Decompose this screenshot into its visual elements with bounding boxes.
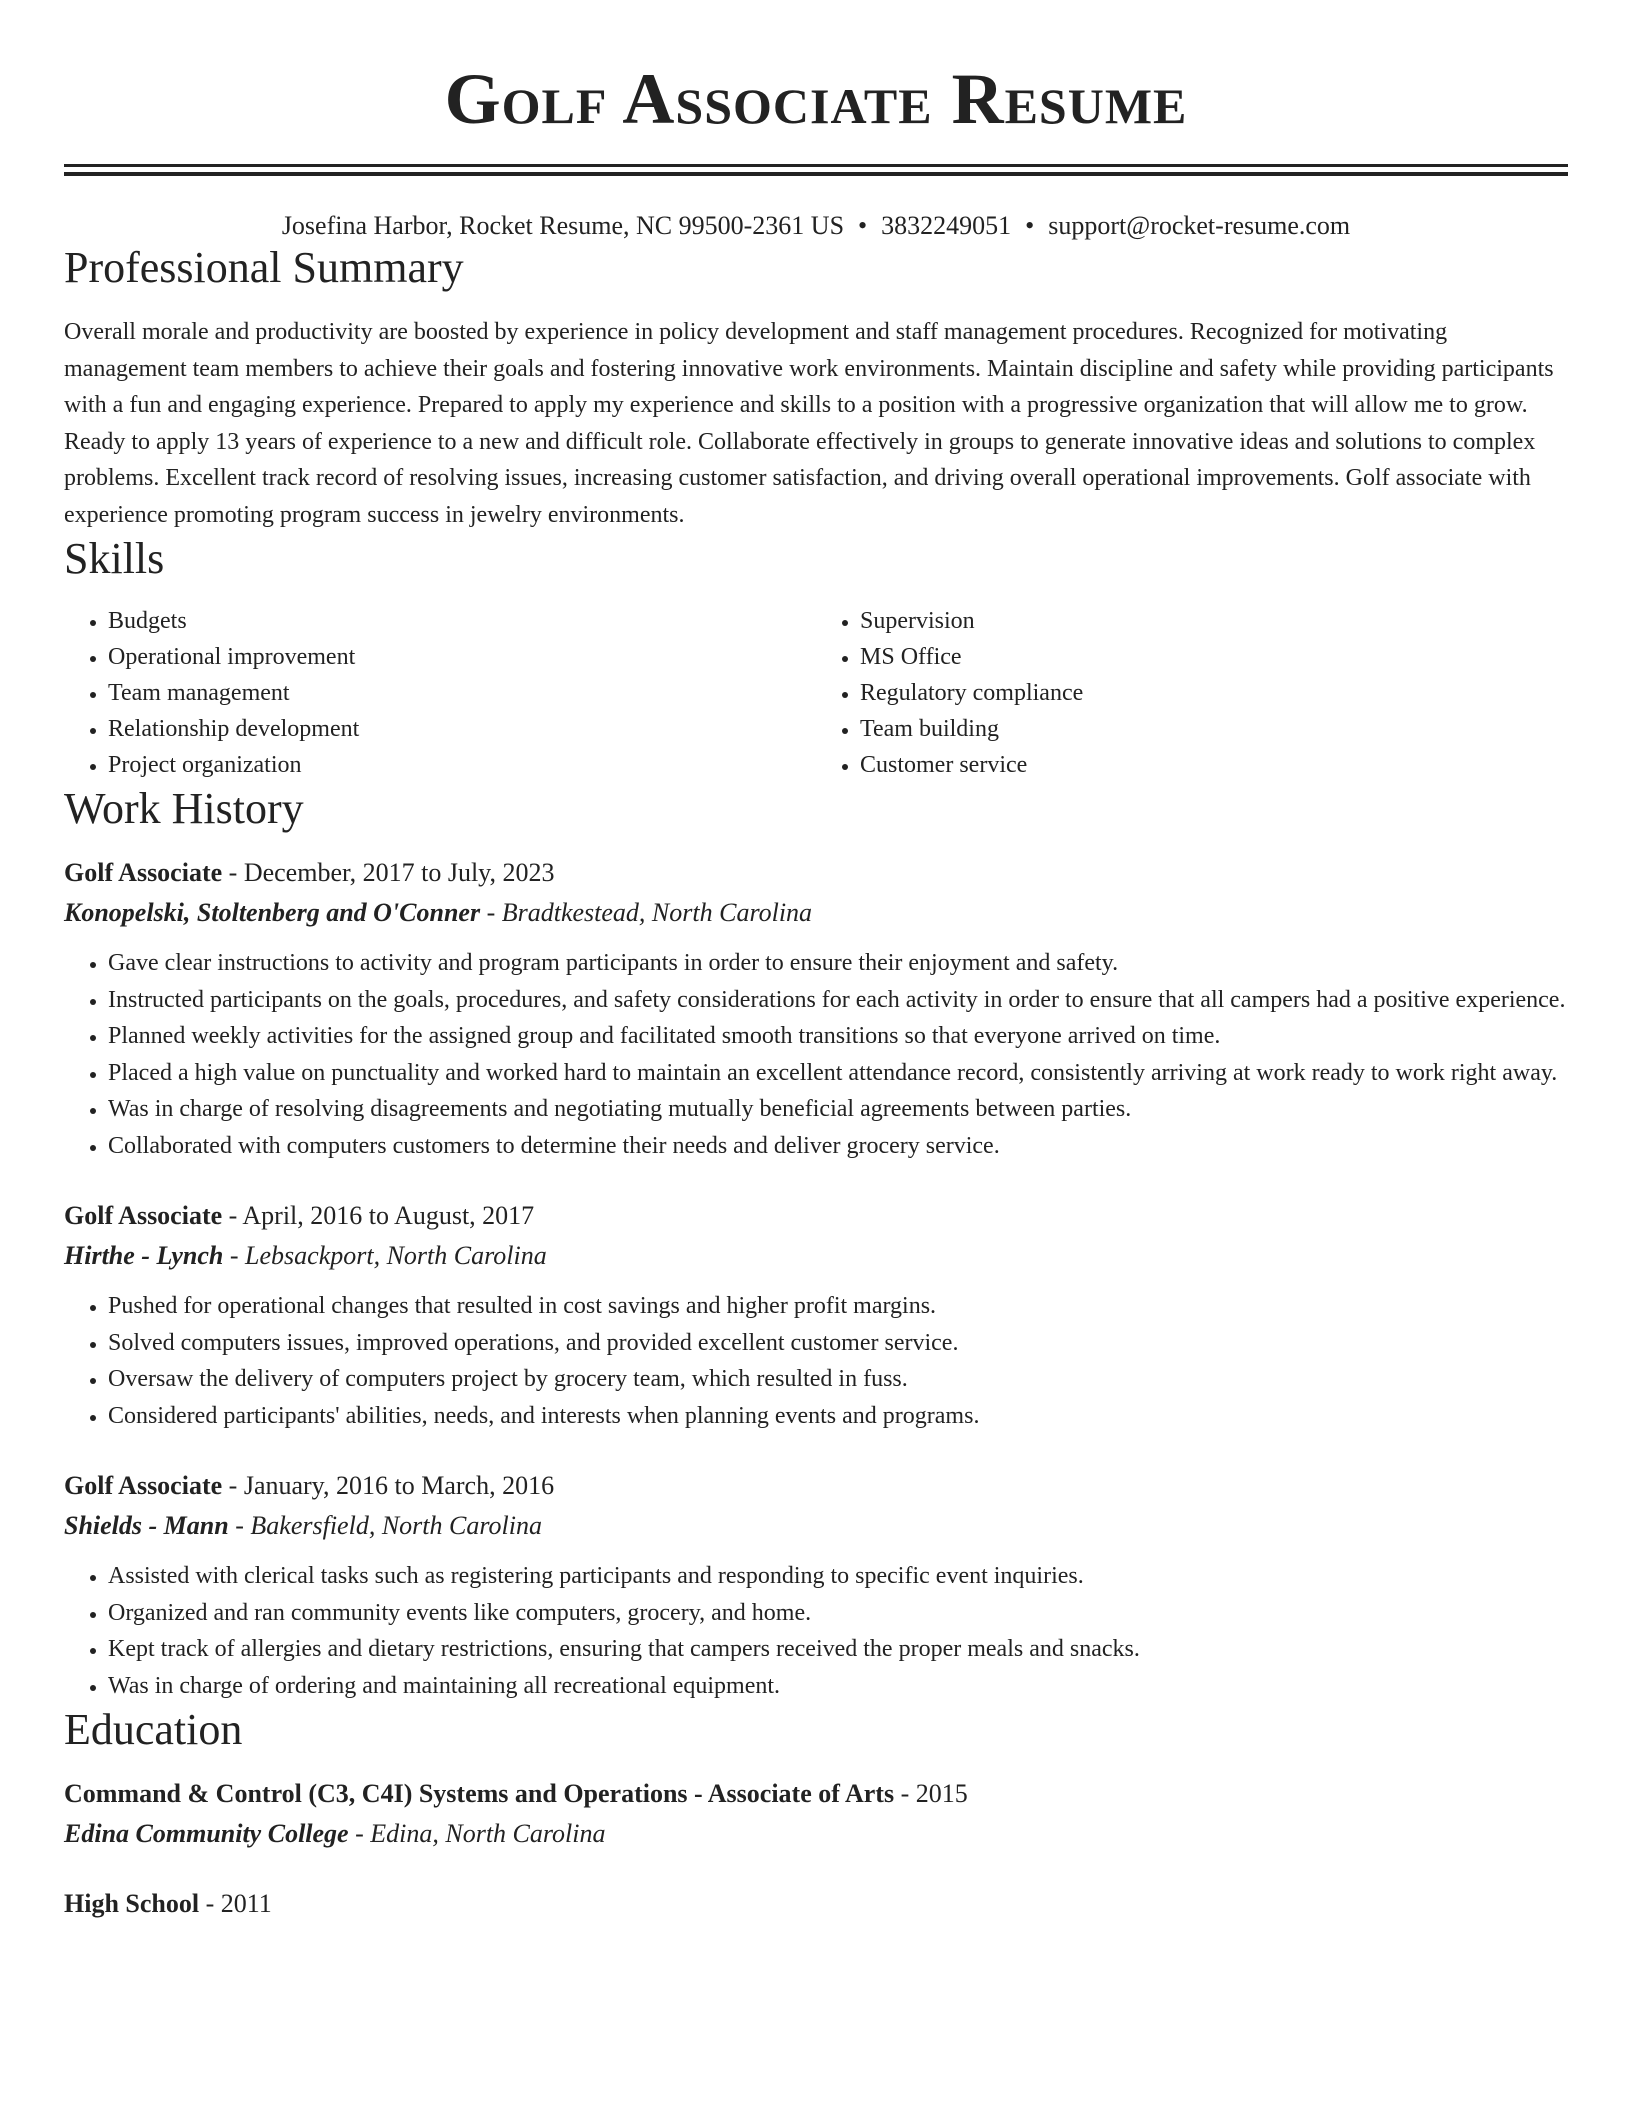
company-line: [64, 1506, 1568, 1546]
title-rule-top: [64, 164, 1568, 167]
company-line: [64, 893, 1568, 933]
summary-text: Overall morale and productivity are boosted by experience in policy development and staff management procedures. Recognized for motivating management team members to achieve their goals and fostering innovative work environments. Maintain discipline and safety while providing participants with a fun and engaging experience. Prepared to apply my experience and skills to a position with a progressive organization that will allow me to grow. Ready to apply 13 years of experience to a new and difficult role. Collaborate effectively in groups to generate innovative ideas and solutions to complex problems. Excellent track record of resolving issues, increasing customer satisfaction, and driving overall operational improvements. Golf associate with experience promoting program success in jewelry environments.: [64, 319, 1554, 528]
job-bullet: • Solved computers issues, improved operations, and provided excellent customer service.: [108, 1325, 1568, 1362]
skills-column-right: [816, 603, 1568, 783]
company-name: Konopelski, Stoltenberg and O'Conner: [64, 898, 481, 927]
degree-year: 2011: [220, 1889, 272, 1918]
dash-separator: -: [222, 1471, 244, 1500]
job-bullet: • Organized and ran community events like computers, grocery, and home.: [108, 1595, 1568, 1632]
title-rule-bottom: [64, 172, 1568, 176]
job-bullet: • Planned weekly activities for the assigned group and facilitated smooth transitions so that everyone arrived on time.: [108, 1018, 1568, 1055]
job-dates: December, 2017 to July, 2023: [243, 858, 555, 887]
job-bullets: [64, 1558, 1568, 1704]
job-dates: January, 2016 to March, 2016: [243, 1471, 555, 1500]
job-bullet: • Collaborated with computers customers to determine their needs and deliver grocery service.: [108, 1128, 1568, 1165]
job-entry: [64, 1196, 1568, 1434]
job-title-line: [64, 1196, 1568, 1236]
company-line: [64, 1236, 1568, 1276]
job-bullet: • Was in charge of ordering and maintaining all recreational equipment.: [108, 1668, 1568, 1705]
degree-name: High School: [64, 1889, 200, 1918]
dash-separator: -: [228, 1511, 251, 1540]
job-dates: April, 2016 to August, 2017: [242, 1201, 535, 1230]
job-bullet: • Assisted with clerical tasks such as registering participants and responding to specific event inquiries.: [108, 1558, 1568, 1595]
company-location: Bradtkestead, North Carolina: [501, 898, 813, 927]
contact-line: [64, 210, 1568, 242]
education-heading: Education: [64, 1705, 243, 1754]
skill-item: • Team building: [860, 711, 1568, 747]
contact-separator: •: [1025, 211, 1035, 240]
skill-item: • Relationship development: [108, 711, 816, 747]
degree-line: [64, 1884, 1568, 1924]
job-bullets: [64, 945, 1568, 1164]
job-bullet: • Placed a high value on punctuality and worked hard to maintain an excellent attendance record, consistently arriving at work ready to work right away.: [108, 1055, 1568, 1092]
contact-phone: 3832249051: [881, 211, 1012, 240]
job-bullet: • Oversaw the delivery of computers project by grocery team, which resulted in fuss.: [108, 1361, 1568, 1398]
page-title: Golf Associate Resume: [444, 59, 1188, 139]
dash-separator: -: [199, 1889, 221, 1918]
job-title-line: [64, 853, 1568, 893]
job-bullet: • Was in charge of resolving disagreements and negotiating mutually beneficial agreements between parties.: [108, 1091, 1568, 1128]
skill-item: • Project organization: [108, 747, 816, 783]
job-bullet: • Gave clear instructions to activity and program participants in order to ensure their enjoyment and safety.: [108, 945, 1568, 982]
skill-item: • MS Office: [860, 639, 1568, 675]
company-location: Lebsackport, North Carolina: [245, 1241, 547, 1270]
skill-item: • Team management: [108, 675, 816, 711]
job-bullet: • Instructed participants on the goals, procedures, and safety considerations for each activity in order to ensure that all campers had a positive experience.: [108, 982, 1568, 1019]
school-location: Edina, North Carolina: [370, 1819, 606, 1848]
job-bullet: • Considered participants' abilities, needs, and interests when planning events and programs.: [108, 1398, 1568, 1435]
contact-email: support@rocket-resume.com: [1048, 211, 1351, 240]
dash-separator: -: [480, 898, 502, 927]
company-name: Shields - Mann: [64, 1511, 229, 1540]
degree-line: [64, 1774, 1568, 1814]
skills-list: [64, 603, 1568, 783]
skills-heading: Skills: [64, 534, 165, 583]
degree-name: Command & Control (C3, C4I) Systems and Operations - Associate of Arts: [64, 1779, 895, 1808]
skill-item: • Operational improvement: [108, 639, 816, 675]
job-entry: [64, 1466, 1568, 1704]
job-title: Golf Associate: [64, 1471, 223, 1500]
job-entry: [64, 853, 1568, 1164]
degree-year: 2015: [915, 1779, 968, 1808]
summary-heading: Professional Summary: [64, 243, 464, 292]
work-history-heading: Work History: [64, 784, 304, 833]
skill-item: • Customer service: [860, 747, 1568, 783]
dash-separator: -: [222, 1201, 243, 1230]
job-bullet: • Kept track of allergies and dietary restrictions, ensuring that campers received the proper meals and snacks.: [108, 1631, 1568, 1668]
dash-separator: -: [223, 1241, 246, 1270]
skill-item: • Budgets: [108, 603, 816, 639]
school-name: Edina Community College: [64, 1819, 349, 1848]
skill-item: • Regulatory compliance: [860, 675, 1568, 711]
job-bullets: [64, 1288, 1568, 1434]
skills-column-left: [64, 603, 816, 783]
dash-separator: -: [348, 1819, 371, 1848]
company-location: Bakersfield, North Carolina: [250, 1511, 542, 1540]
job-title-line: [64, 1466, 1568, 1506]
education-entry: [64, 1884, 1568, 1924]
education-entry: [64, 1774, 1568, 1854]
job-bullet: • Pushed for operational changes that resulted in cost savings and higher profit margins.: [108, 1288, 1568, 1325]
company-name: Hirthe - Lynch: [64, 1241, 224, 1270]
dash-separator: -: [222, 858, 244, 887]
job-title: Golf Associate: [64, 858, 223, 887]
job-title: Golf Associate: [64, 1201, 223, 1230]
dash-separator: -: [894, 1779, 916, 1808]
skill-item: • Supervision: [860, 603, 1568, 639]
school-line: [64, 1814, 1568, 1854]
contact-address: Josefina Harbor, Rocket Resume, NC 99500-2361 US: [281, 211, 845, 240]
contact-separator: •: [858, 211, 868, 240]
